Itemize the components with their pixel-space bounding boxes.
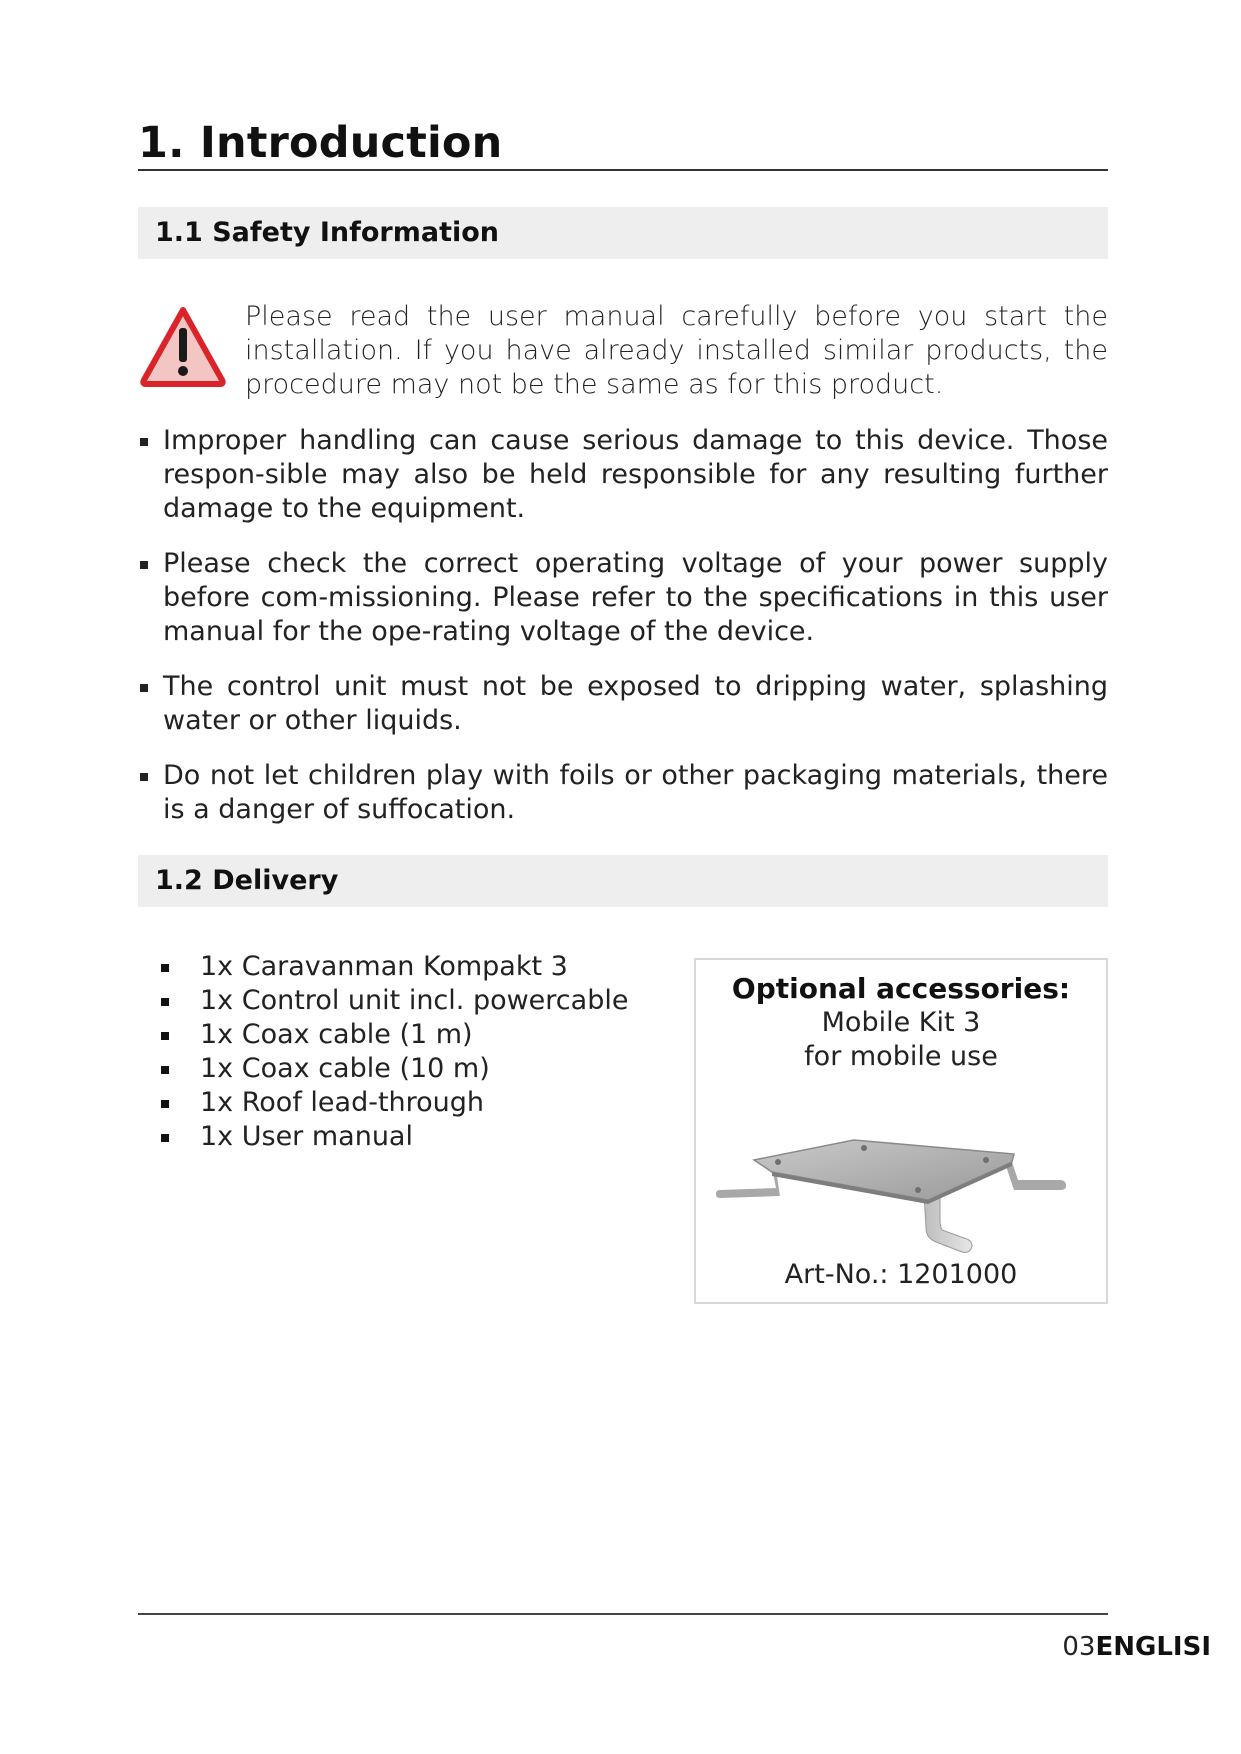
warning-text: Please read the user manual carefully before you start the installation. If you have already installed similar products, the procedure may not be the same as for this product.	[245, 301, 1108, 400]
mobile-kit-stand-image	[714, 1110, 1090, 1260]
accessory-description: for mobile use	[804, 1041, 998, 1072]
list-item: Do not let children play with foils or other packaging materials, there is a danger of suffocation.	[138, 759, 1108, 827]
bullet-square-icon	[161, 1100, 169, 1108]
list-item: Please check the correct operating voltage of your power supply before com-missioning. Please refer to the specifications in this user manual for the ope-rating voltage of the device.	[138, 547, 1108, 649]
list-item: The control unit must not be exposed to dripping water, splashing water or other liquids.	[138, 670, 1108, 738]
list-item: 1x Control unit incl. powercable	[160, 984, 628, 1018]
list-item: 1x Coax cable (1 m)	[160, 1018, 628, 1052]
page-footer	[1062, 1630, 1211, 1664]
bullet-square-icon	[140, 773, 148, 781]
accessories-heading: Optional accessories:	[731, 972, 1071, 1005]
footer-language: ENGLISI	[1095, 1632, 1211, 1662]
bullet-square-icon	[161, 998, 169, 1006]
bullet-square-icon	[161, 964, 169, 972]
list-item: 1x Caravanman Kompakt 3	[160, 950, 628, 984]
accessory-name: Mobile Kit 3	[821, 1007, 981, 1038]
list-item: Improper handling can cause serious damage to this device. Those respon-sible may also be held responsible for any resulting further damage to the equipment.	[138, 424, 1108, 526]
bullet-square-icon	[140, 684, 148, 692]
page-number: 03	[1062, 1632, 1096, 1662]
list-item: 1x Roof lead-through	[160, 1086, 628, 1120]
delivery-list	[160, 950, 628, 1154]
accessory-art-no: Art-No.: 1201000	[784, 1259, 1018, 1290]
bullet-square-icon	[140, 438, 148, 446]
bullet-square-icon	[140, 561, 148, 569]
page-title: 1. Introduction	[138, 118, 503, 168]
optional-accessories-box	[694, 958, 1108, 1304]
list-item: 1x Coax cable (10 m)	[160, 1052, 628, 1086]
warning-triangle-icon	[138, 304, 228, 388]
bullet-square-icon	[161, 1134, 169, 1142]
bullet-square-icon	[161, 1066, 169, 1074]
warning-notice	[138, 300, 1108, 410]
bullet-square-icon	[161, 1032, 169, 1040]
safety-section-heading: 1.1 Safety Information	[138, 207, 1108, 259]
safety-bullet-list	[138, 424, 1108, 848]
footer-divider	[138, 1613, 1108, 1615]
delivery-section-heading: 1.2 Delivery	[138, 855, 1108, 907]
list-item: 1x User manual	[160, 1120, 628, 1154]
title-divider	[138, 169, 1108, 171]
